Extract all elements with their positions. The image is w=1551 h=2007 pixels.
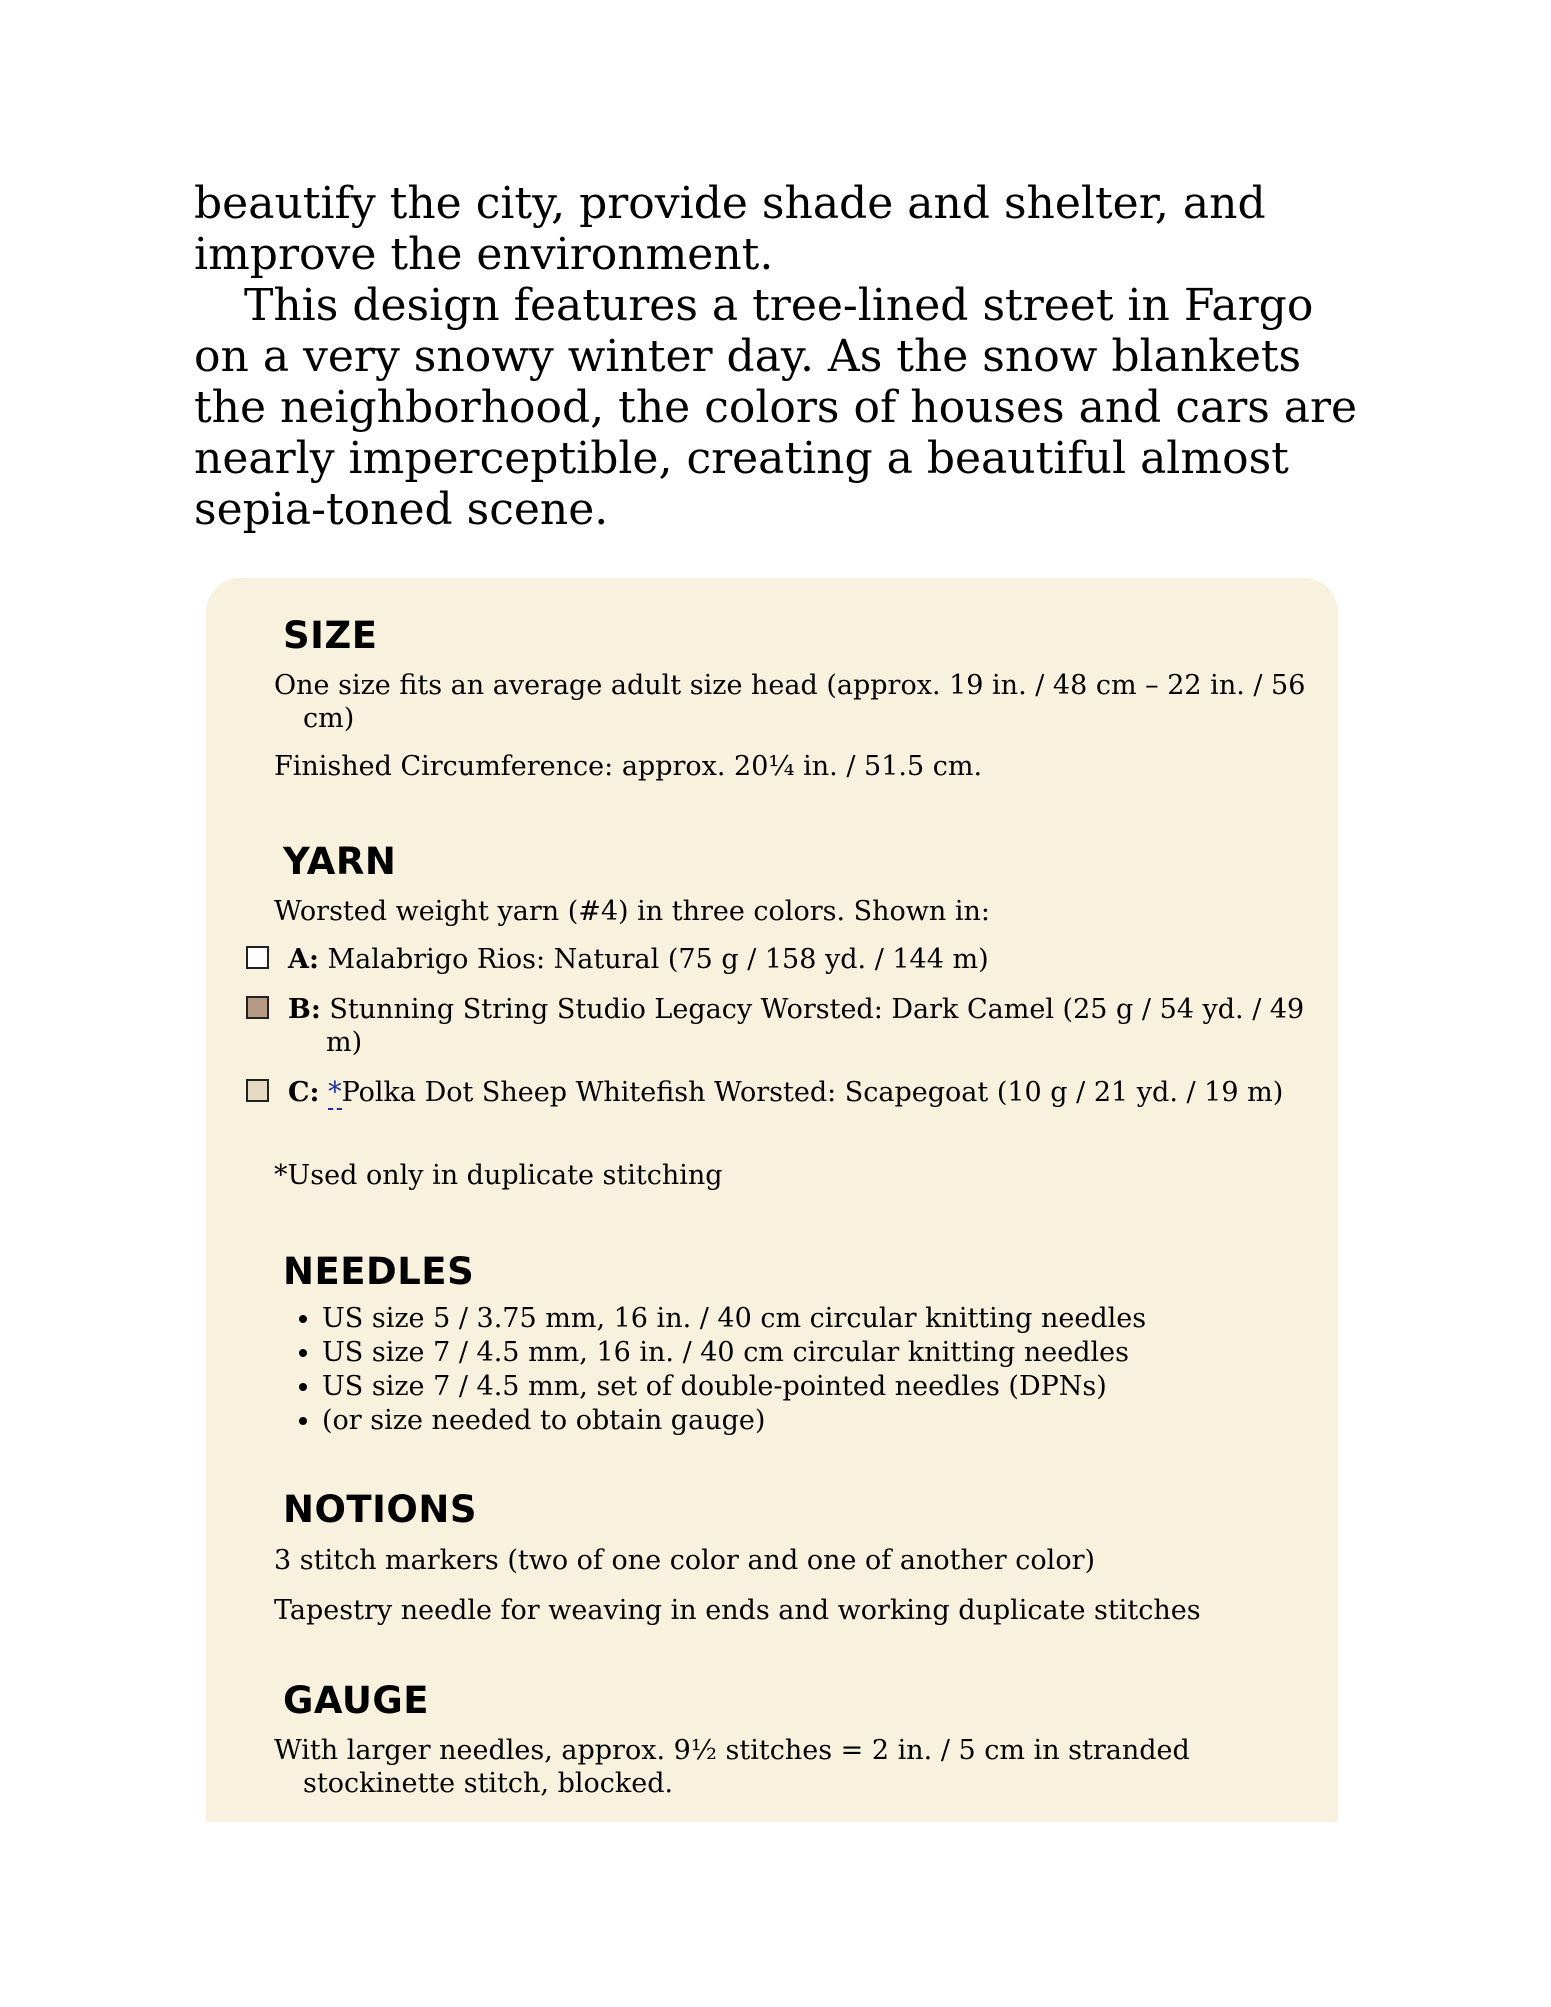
notions-line-2: Tapestry needle for weaving in ends and working duplicate stitches [274, 1595, 1201, 1626]
intro-text [194, 178, 1374, 535]
yarn-a-label: A: [288, 944, 319, 975]
size-fit-text: One size fits an average adult size head (approx. 19 in. / 48 cm – 22 in. / 56 cm) [274, 670, 1306, 734]
yarn-c-label: C: [288, 1077, 320, 1108]
yarn-item-c [246, 1076, 1326, 1109]
yarn-c-text: Polka Dot Sheep Whitefish Worsted: Scapegoat (10 g / 21 yd. / 19 m) [341, 1077, 1284, 1108]
footnote-link[interactable]: * [328, 1077, 342, 1108]
yarn-a-swatch [246, 946, 269, 969]
needles-list [290, 1302, 1146, 1438]
yarn-footnote: *Used only in duplicate stitching [274, 1160, 723, 1191]
yarn-intro-text: Worsted weight yarn (#4) in three colors. Shown in: [274, 896, 990, 927]
gauge-text: With larger needles, approx. 9½ stitches = 2 in. / 5 cm in stranded stockinette stitch, blocked. [274, 1735, 1190, 1799]
size-heading: SIZE [283, 614, 378, 657]
needles-item: • US size 7 / 4.5 mm, set of double-pointed needles (DPNs) [322, 1370, 1146, 1404]
needles-item: • US size 7 / 4.5 mm, 16 in. / 40 cm circular knitting needles [322, 1336, 1146, 1370]
intro-paragraph-1: beautify the city, provide shade and shelter, and improve the environment. [194, 178, 1266, 280]
yarn-a-text: Malabrigo Rios: Natural (75 g / 158 yd. / 144 m) [318, 944, 989, 975]
needles-item: • (or size needed to obtain gauge) [322, 1404, 1146, 1438]
yarn-b-text: Stunning String Studio Legacy Worsted: Dark Camel (25 g / 54 yd. / 49 m) [320, 994, 1305, 1058]
yarn-item-b [246, 993, 1326, 1059]
notions-line-1: 3 stitch markers (two of one color and one of another color) [274, 1545, 1096, 1576]
intro-paragraph-2: This design features a tree-lined street in Fargo on a very snowy winter day. As the snow blankets the neighborhood, the colors of houses and cars are nearly imperceptible, creating a beautiful almost sepia-toned scene. [194, 280, 1358, 535]
yarn-item-a [246, 943, 1326, 976]
notions-heading: NOTIONS [283, 1488, 477, 1531]
size-finished-text: Finished Circumference: approx. 20¼ in. / 51.5 cm. [274, 751, 983, 782]
yarn-b-swatch [246, 996, 269, 1019]
yarn-c-swatch [246, 1079, 269, 1102]
yarn-heading: YARN [283, 840, 397, 883]
needles-heading: NEEDLES [283, 1250, 475, 1293]
yarn-b-label: B: [288, 994, 321, 1025]
needles-item: • US size 5 / 3.75 mm, 16 in. / 40 cm circular knitting needles [322, 1302, 1146, 1336]
gauge-heading: GAUGE [283, 1679, 430, 1722]
